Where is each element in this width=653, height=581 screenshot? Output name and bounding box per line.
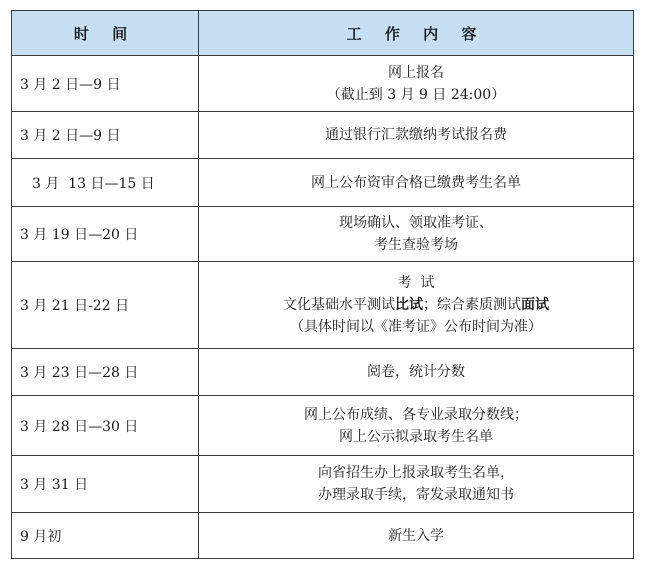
content-line: 办理录取手续，寄发录取通知书 bbox=[318, 487, 514, 503]
time-cell: 3 月 31 日 bbox=[12, 456, 199, 513]
content-cell bbox=[199, 349, 634, 396]
content-cell bbox=[199, 159, 634, 207]
time-cell: 3 月 13 日—15 日 bbox=[12, 159, 199, 207]
time-cell: 3 月 23 日—28 日 bbox=[12, 349, 199, 396]
content-line: 现场确认、领取准考证、 bbox=[339, 215, 493, 231]
table-row bbox=[12, 159, 634, 207]
content-fragment: ；综合素质测试 bbox=[423, 297, 521, 313]
time-cell: 3 月 21 日-22 日 bbox=[12, 262, 199, 349]
content-cell bbox=[199, 112, 634, 159]
time-cell: 3 月 2 日—9 日 bbox=[12, 112, 199, 159]
time-cell: 3 月 2 日—9 日 bbox=[12, 56, 199, 112]
table-row bbox=[12, 456, 634, 513]
bold-fragment: 面试 bbox=[521, 297, 549, 313]
time-cell: 3 月 28 日—30 日 bbox=[12, 396, 199, 456]
table-row bbox=[12, 513, 634, 559]
table-row bbox=[12, 207, 634, 262]
content-line: 向省招生办上报录取考生名单， bbox=[318, 465, 514, 481]
content-line: 网上报名 bbox=[388, 64, 444, 81]
table-header-row bbox=[12, 11, 634, 56]
content-line: 网上公布资审合格已缴费考生名单 bbox=[311, 174, 521, 191]
content-column-header: 工 作 内 容 bbox=[199, 11, 634, 56]
table-row bbox=[12, 112, 634, 159]
content-line: 考生查验考场 bbox=[374, 237, 458, 253]
content-line: 阅卷，统计分数 bbox=[367, 364, 465, 380]
table-row bbox=[12, 396, 634, 456]
content-line: 新生入学 bbox=[388, 527, 444, 544]
content-cell bbox=[199, 262, 634, 349]
content-line: （具体时间以《准考证》公布时间为准） bbox=[290, 319, 542, 335]
content-line: 网上公示拟录取考生名单 bbox=[339, 428, 493, 445]
table-row bbox=[12, 56, 634, 112]
time-column-header: 时 间 bbox=[12, 11, 199, 56]
table-row bbox=[12, 349, 634, 396]
table-row bbox=[12, 262, 634, 349]
bold-fragment: 比试 bbox=[395, 297, 423, 313]
content-line: 通过银行汇款缴纳考试报名费 bbox=[325, 127, 507, 143]
time-cell: 3 月 19 日—20 日 bbox=[12, 207, 199, 262]
content-line: （截止到 3 月 9 日 24:00） bbox=[326, 86, 506, 103]
content-fragment: 文化基础水平测试 bbox=[283, 297, 395, 313]
content-cell bbox=[199, 207, 634, 262]
content-line bbox=[199, 294, 633, 316]
time-cell: 9 月初 bbox=[12, 513, 199, 559]
content-line: 考 试 bbox=[397, 275, 435, 291]
content-cell bbox=[199, 56, 634, 112]
schedule-table bbox=[11, 10, 634, 559]
content-line: 网上公布成绩、各专业录取分数线； bbox=[304, 406, 528, 423]
content-cell bbox=[199, 513, 634, 559]
content-cell bbox=[199, 456, 634, 513]
content-cell bbox=[199, 396, 634, 456]
